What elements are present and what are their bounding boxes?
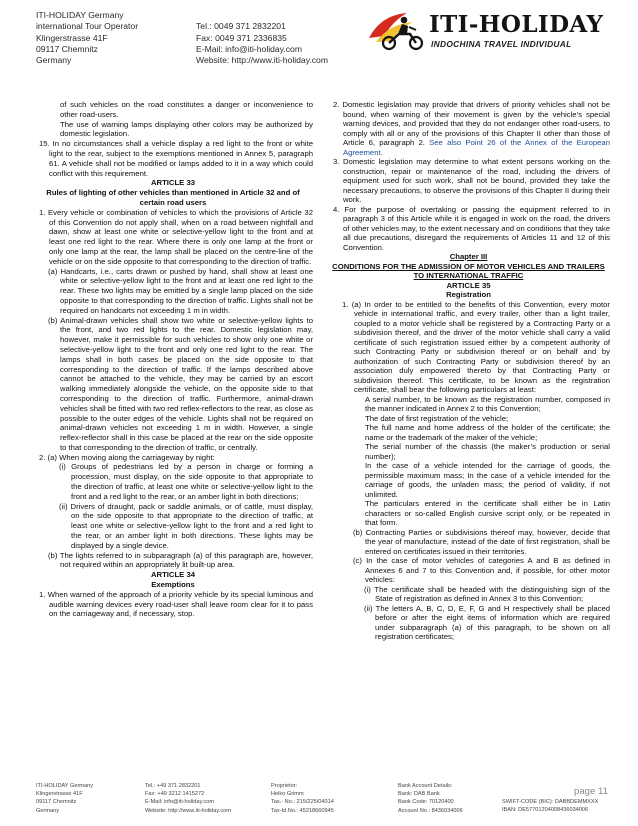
footer-proprietor [271, 782, 334, 815]
paragraph: (ii) The letters A, B, C, D, E, F, G and H respectively shall be placed before or after the eight items of information which are required under subparagraph (a) of this paragraph, to be shown on all registration certificates; [364, 603, 610, 641]
footer-line: Bank Account Details: [398, 783, 453, 789]
paragraph: 4. For the purpose of overtaking or passing the equipment referred to in paragraph 3 of this Article while it is engaged in work on the road, the drivers of other vehicles may, to the extent necessary and on conditions that they take all due precautions, disregard the requirements of Articles 11 and 12 of this Convention. [333, 204, 610, 252]
motorcycle-rider-icon [367, 9, 429, 51]
footer-line: 09117 Chemnitz [36, 799, 77, 806]
chapter-3-title: CONDITIONS FOR THE ADMISSION OF MOTOR VEHICLES AND TRAILERS TO INTERNATIONAL TRAFFIC [332, 261, 605, 280]
right-column [327, 100, 610, 642]
logo-subtitle: INDOCHINA TRAVEL INDIVIDUAL [431, 39, 572, 49]
paragraph: 1. Every vehicle or combination of vehicles to which the provisions of Article 32 of this Convention do not apply shall, when on a road between nightfall and dawn, show at least one white or selective-yellow light to the front and at least one red light to the rear. Where there is only one lamp at the front or only one lamp at the rear, the lamp shall be placed on the centre-line of the vehicle or on the side opposite to that corresponding to the direction of traffic. [39, 207, 313, 266]
chapter-3-heading: Chapter III [449, 252, 488, 261]
footer-line: E-Mail: info@iti-holiday.com [145, 799, 214, 806]
footer-line: Website: http://www.iti-holiday.com [145, 807, 231, 814]
paragraph: (b) Animal-drawn vehicles shall show two white or selective-yellow lights to the front, and two red lights to the rear. Domestic legislation may, however, make it permissible for such vehicles to show only one white or selective-yellow light to the front and only one red light to the rear. The lamps shall in both cases be placed on the side opposite to that corresponding to the direction of traffic. If the lamps described above cannot be attached to the vehicle, they may be carried by an escort walking immediately alongside the vehicle, on the opposite side to that corresponding to the direction of traffic. Furthermore, animal-drawn vehicles shall be fitted with two red reflex-reflectors to the rear, as close as possible to the outer edges of the vehicle. Lights shall not be required on animal-drawn vehicles not exceeding 1 m in width. However, a single reflex-reflector shall in this case be placed at the rear on the side opposite to that corresponding to the direction of traffic, or centrally. [48, 315, 313, 452]
paragraph: In the case of a vehicle intended for the carriage of goods, the permissible maximum mass; In the case of a vehicle intended for the carriage of goods, the unladen mass; the period of validity, if not unlimited. [365, 461, 610, 499]
email: E-Mail: info@iti-holiday.com [196, 43, 302, 54]
company-name: ITI-HOLIDAY Germany [36, 10, 124, 20]
paragraph: The use of warning lamps displaying other colors may be authorized by domestic legislation. [60, 119, 313, 139]
article-33-title: Rules of lighting of other vehicles than mentioned in Article 32 and of certain road users [46, 188, 300, 207]
footer-line: Tax.- No.: 215/225/04014 [271, 799, 334, 806]
paragraph: (b) The lights referred to in subparagraph (a) of this paragraph are, however, not required within an appropriately lit built-up area. [48, 550, 313, 570]
paragraph: 3. Domestic legislation may determine to what extent persons working on the construction, repair or maintenance of the road, including the drivers of equipment used for such work, shall not be bound, provided they take the necessary precautions, to observe the provisions of this Chapter II during their work. [333, 157, 610, 204]
fax: Fax: 0049 371 2336835 [196, 32, 287, 43]
paragraph: (i) Groups of pedestrians led by a person in charge or forming a procession, must display, on the side opposite to that appropriate to the direction of traffic, at least one white or selective-yellow light to the front and a red light to the rear, or an amber light in both directions; [59, 462, 313, 501]
letterhead [36, 10, 336, 66]
footer-line: Tax-Id.No.: 45218660945 [271, 807, 334, 814]
footer-line: Proprietor: [271, 783, 298, 789]
footer-bank [398, 782, 463, 815]
footer-line: ITI-HOLIDAY Germany [36, 783, 93, 789]
article-34-heading: ARTICLE 34 [151, 570, 195, 580]
paragraph: The particulars entered in the certificate shall either be in Latin characters or so-called English cursive script only, or be repeated in that form. [365, 499, 610, 527]
paragraph: The serial number of the chassis (the maker’s production or serial number); [365, 442, 610, 461]
phone: Tel.: 0049 371 2832201 [196, 21, 286, 32]
footer-line: Germany [36, 807, 60, 814]
footer-line: Klingerstrasse 41F [36, 791, 83, 798]
paragraph: (a) Handcarts, i.e., carts drawn or pushed by hand, shall show at least one white or selective-yellow light to the front and at least one red light to the rear. These two lights may be emitted by a single lamp placed on the side opposite to that corresponding to the direction of traffic. Lights shall not be required on handcarts not exceeding 1 m in width. [48, 266, 313, 315]
paragraph: 1. (a) In order to be entitled to the benefits of this Convention, every motor vehicle in international traffic, and every trailer, other than a light trailer, coupled to a motor vehicle shall be registered by a Contracting Party or a subdivision thereof, and the driver of the motor vehicle shall carry a valid certificate of such registration issued either by a competent authority of such Contracting Party or subdivision thereof or on behalf and by authorization of such Contracting Party or subdivision thereof by an association duly empowered thereto by that Contracting Party or subdivision thereof. This certificate, to be known as the registration certificate, shall bear the following particulars at least: [342, 299, 610, 394]
paragraph: (ii) Drivers of draught, pack or saddle animals, or of cattle, must display, on the side opposite to that appropriate to the direction of traffic, at least one white or selective-yellow light to the front and a red light to the rear, or an amber light in both directions. These lights may be displayed by a single device. [59, 501, 313, 550]
paragraph: The full name and home address of the holder of the certificate; the name or the trademark of the maker of the vehicle; [365, 423, 610, 442]
page-number: page 11 [574, 786, 608, 797]
tagline: international Tour Operator [36, 21, 139, 32]
paragraph: (b) Contracting Parties or subdivisions thereof may, however, decide that the year of manufacture, instead of the date of first registration, shall be entered on certificates issued in their territories. [353, 527, 610, 556]
article-35-title: Registration [446, 290, 491, 299]
footer-line: IBAN: DE57701204008436034006 [502, 807, 589, 814]
footer-address [36, 782, 93, 815]
annex-note: See also Point 26 of the Annex of the European Agreement. [343, 138, 610, 157]
footer-line: SWIFT-CODE (BIC): DABBDEMMXXX [502, 799, 599, 805]
logo-brand: ITI-HOLIDAY [429, 11, 604, 38]
website: Website: http://www.iti-holiday.com [196, 55, 328, 66]
street: Klingerstrasse 41F [36, 32, 108, 43]
footer-line: Account No.: 8436034006 [398, 807, 463, 814]
country: Germany [36, 55, 72, 66]
footer-contact [145, 782, 231, 815]
left-column [33, 100, 313, 619]
paragraph: A serial number, to be known as the registration number, composed in the manner indicated in Annex 2 to this Convention; [365, 394, 610, 413]
footer-swift [502, 798, 598, 814]
paragraph: 1. When warned of the approach of a priority vehicle by its special luminous and audible warning devices every road-user shall leave room clear for it to pass on the carriageway and, if necessary, stop. [39, 589, 313, 619]
footer-line: Fax: +49 3212 1415272 [145, 791, 205, 798]
paragraph-text: 2. Domestic legislation may provide that drivers of priority vehicles shall not be bound, when warning of their movement is given by the vehicle’s special warning devices, and provided that they do not endanger other road-users, to comply with all or any of the provisions of this Chapter II other than those of Article 6, paragraph 2. [333, 100, 610, 147]
footer-line: Bank Code: 70120400 [398, 799, 454, 806]
article-33-heading: ARTICLE 33 [151, 178, 195, 188]
paragraph: (c) In the case of motor vehicles of categories A and B as defined in Annexes 6 and 7 to this Convention and, if possible, for other motor vehicles: [353, 556, 610, 584]
paragraph: The date of first registration of the vehicle; [365, 413, 509, 423]
article-35-heading: ARTICLE 35 [446, 280, 491, 290]
city: 09117 Chemnitz [36, 43, 98, 54]
company-logo [367, 9, 617, 53]
paragraph: 15. In no circumstances shall a vehicle display a red light to the front or white light to the rear, subject to the exemptions mentioned in Annex 5, paragraph 61. A vehicle shall not be modified or lamps added to it in a way which could conflict with this requirement. [39, 139, 313, 178]
paragraph: of such vehicles on the road constitutes a danger or inconvenience to other road-users. [60, 100, 313, 119]
footer-line: Tel.: +49 371 2832201 [145, 783, 201, 789]
article-34-title: Exemptions [151, 580, 195, 590]
paragraph: 2. (a) When moving along the carriageway by night: [39, 452, 215, 462]
paragraph: (i) The certificate shall be headed with the distinguishing sign of the State of registration as defined in Annex 3 to this Convention; [364, 584, 610, 603]
footer-line: Bank: DAB Bank [398, 791, 440, 798]
footer-line: Heiko Grimm [271, 791, 304, 798]
paragraph [327, 100, 610, 157]
